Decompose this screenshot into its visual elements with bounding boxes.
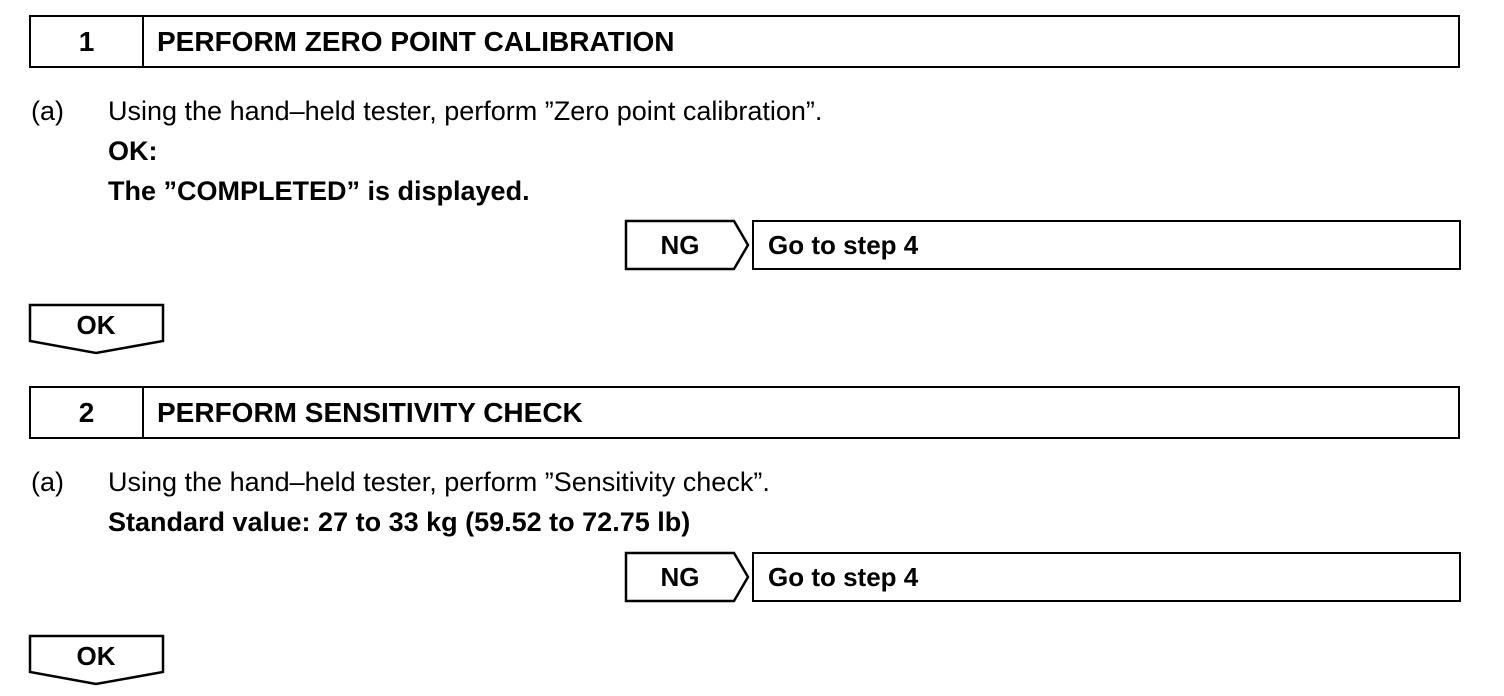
standard-value: Standard value: 27 to 33 kg (59.52 to 72.75 lb) bbox=[108, 507, 691, 537]
goto-step-link[interactable]: Go to step 4 bbox=[752, 220, 1461, 270]
step-number: 2 bbox=[31, 388, 144, 437]
step-2-header bbox=[29, 386, 1460, 439]
ng-label: NG bbox=[660, 561, 700, 592]
result-text: The ”COMPLETED” is displayed. bbox=[108, 176, 530, 206]
instruction-text: Using the hand–held tester, perform ”Sensitivity check”. bbox=[108, 467, 770, 497]
step-title: PERFORM ZERO POINT CALIBRATION bbox=[157, 25, 675, 57]
ok-button[interactable]: OK bbox=[76, 640, 116, 671]
ng-label: NG bbox=[660, 229, 700, 260]
instruction-text: Using the hand–held tester, perform ”Zero point calibration”. bbox=[108, 96, 823, 126]
step-number: 1 bbox=[31, 17, 144, 66]
item-label: (a) bbox=[31, 467, 64, 497]
step-1-header bbox=[29, 15, 1460, 68]
step-title: PERFORM SENSITIVITY CHECK bbox=[157, 396, 583, 428]
result-heading: OK: bbox=[108, 136, 158, 166]
goto-step-link[interactable]: Go to step 4 bbox=[752, 552, 1461, 602]
item-label: (a) bbox=[31, 96, 64, 126]
ok-button[interactable]: OK bbox=[76, 309, 116, 340]
